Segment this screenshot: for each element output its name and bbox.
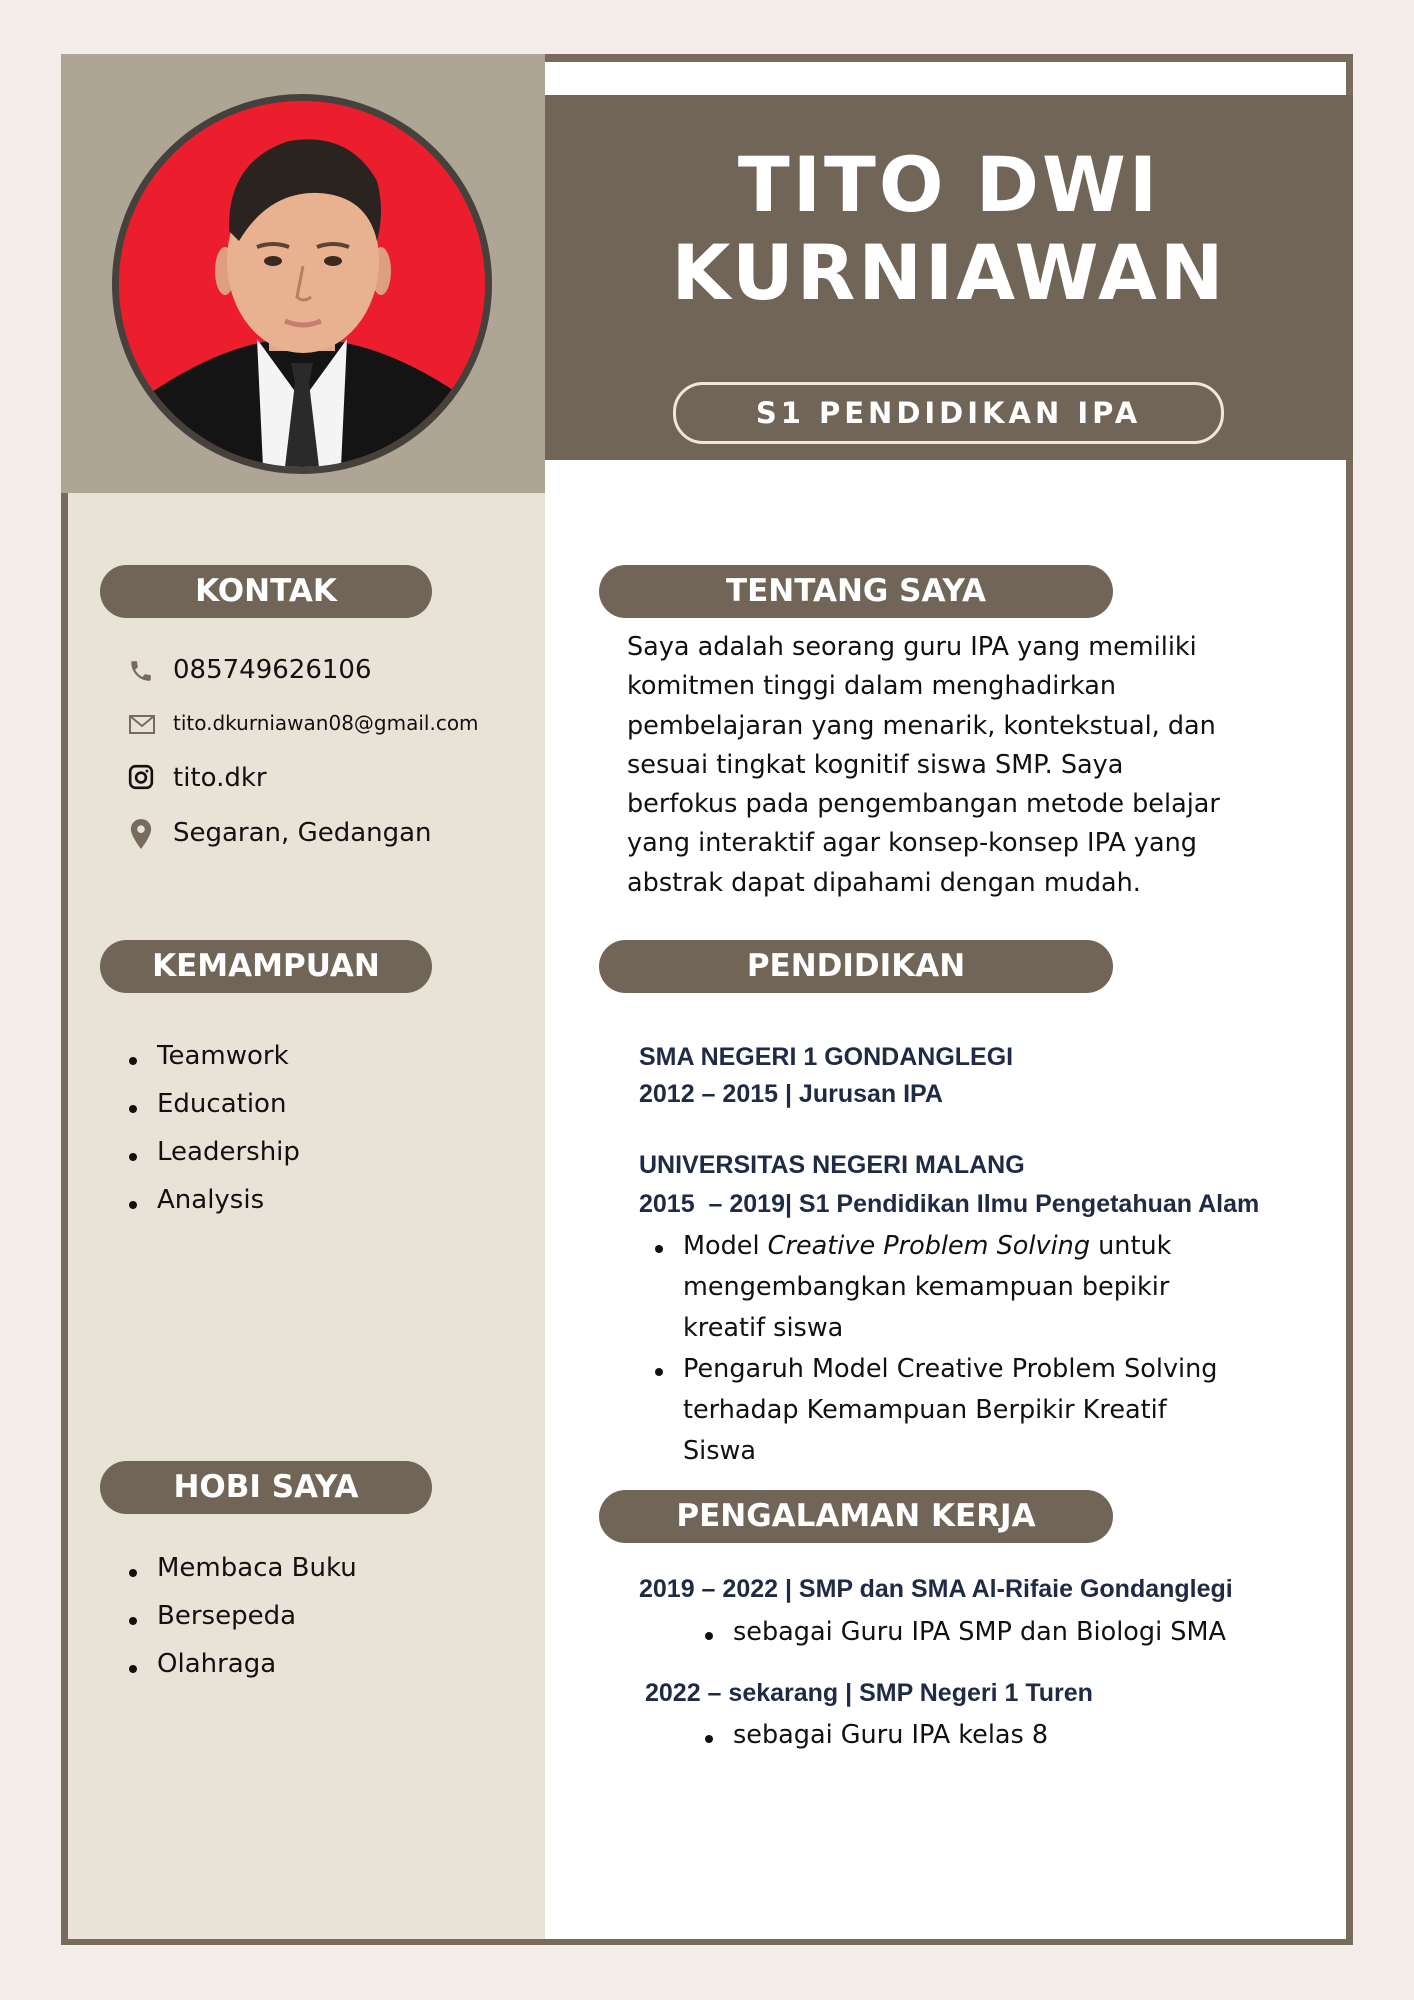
skill-item: Teamwork <box>157 1041 289 1071</box>
education-detail: 2015 – 2019| S1 Pendidikan Ilmu Pengetahuan Alam <box>639 1190 1260 1218</box>
section-heading-education: PENDIDIKAN <box>599 940 1113 993</box>
bullet-icon <box>129 1105 137 1113</box>
section-heading-experience: PENGALAMAN KERJA <box>599 1490 1113 1543</box>
bullet-icon <box>129 1617 137 1625</box>
instagram-icon <box>128 764 154 790</box>
hobby-item: Membaca Buku <box>157 1553 357 1583</box>
bullet-icon <box>129 1665 137 1673</box>
bullet-icon <box>129 1057 137 1065</box>
thesis-suffix: untuk <box>1090 1231 1172 1261</box>
hobby-item: Bersepeda <box>157 1601 297 1631</box>
bullet-icon <box>705 1632 713 1640</box>
bullet-icon <box>129 1569 137 1577</box>
location-pin-icon <box>128 818 154 850</box>
bullet-icon <box>129 1201 137 1209</box>
portrait-illustration <box>119 101 485 467</box>
bullet-icon <box>655 1368 663 1376</box>
header-top-border <box>545 54 1353 62</box>
phone-icon <box>128 658 154 684</box>
bullet-icon <box>129 1153 137 1161</box>
about-line: abstrak dapat dipahami dengan mudah. <box>627 867 1141 898</box>
contact-phone[interactable]: 085749626106 <box>173 655 372 685</box>
contact-instagram[interactable]: tito.dkr <box>173 763 267 793</box>
degree-badge: S1 PENDIDIKAN IPA <box>673 382 1224 444</box>
thesis-item-line: kreatif siswa <box>683 1313 844 1343</box>
about-line: Saya adalah seorang guru IPA yang memiliki <box>627 632 1197 662</box>
sidebar <box>68 493 545 1939</box>
thesis-item-line: terhadap Kemampuan Berpikir Kreatif <box>683 1395 1167 1425</box>
about-line: komitmen tinggi dalam menghadirkan <box>627 671 1116 702</box>
experience-period: 2022 – sekarang | SMP Negeri 1 Turen <box>645 1679 1093 1707</box>
thesis-italic: Creative Problem Solving <box>767 1231 1091 1261</box>
bullet-icon <box>655 1245 663 1253</box>
thesis-item-line: mengembangkan kemampuan bepikir <box>683 1272 1170 1302</box>
about-line: yang interaktif agar konsep-konsep IPA yang <box>627 828 1197 859</box>
contact-location: Segaran, Gedangan <box>173 818 432 848</box>
name-line-1: TITO DWI <box>737 140 1161 229</box>
bullet-icon <box>705 1735 713 1743</box>
section-heading-about: TENTANG SAYA <box>599 565 1113 618</box>
about-line: sesuai tingkat kognitif siswa SMP. Saya <box>627 749 1124 780</box>
experience-role: sebagai Guru IPA kelas 8 <box>733 1720 1049 1750</box>
name-line-2: KURNIAWAN <box>671 228 1227 317</box>
education-school: SMA NEGERI 1 GONDANGLEGI <box>639 1043 1014 1071</box>
section-heading-skills: KEMAMPUAN <box>100 940 432 993</box>
hobby-item: Olahraga <box>157 1649 277 1679</box>
mail-icon <box>128 712 154 738</box>
contact-email[interactable]: tito.dkurniawan08@gmail.com <box>173 711 479 735</box>
about-line: berfokus pada pengembangan metode belajar <box>627 789 1220 820</box>
section-heading-contact: KONTAK <box>100 565 432 618</box>
skill-item: Education <box>157 1089 287 1119</box>
thesis-item-line: Siswa <box>683 1436 757 1466</box>
experience-period: 2019 – 2022 | SMP dan SMA Al-Rifaie Gondanglegi <box>639 1575 1233 1603</box>
skill-item: Analysis <box>157 1185 265 1215</box>
thesis-item-line <box>683 1231 1171 1261</box>
education-detail: 2012 – 2015 | Jurusan IPA <box>639 1080 943 1108</box>
about-line: pembelajaran yang menarik, kontekstual, dan <box>627 710 1216 741</box>
education-school: UNIVERSITAS NEGERI MALANG <box>639 1151 1025 1179</box>
experience-role: sebagai Guru IPA SMP dan Biologi SMA <box>733 1617 1226 1647</box>
thesis-prefix: Model <box>683 1231 768 1261</box>
about-text <box>627 628 1287 903</box>
section-heading-hobbies: HOBI SAYA <box>100 1461 432 1514</box>
profile-photo <box>112 94 492 474</box>
thesis-item-line: Pengaruh Model Creative Problem Solving <box>683 1354 1218 1384</box>
skill-item: Leadership <box>157 1137 300 1167</box>
